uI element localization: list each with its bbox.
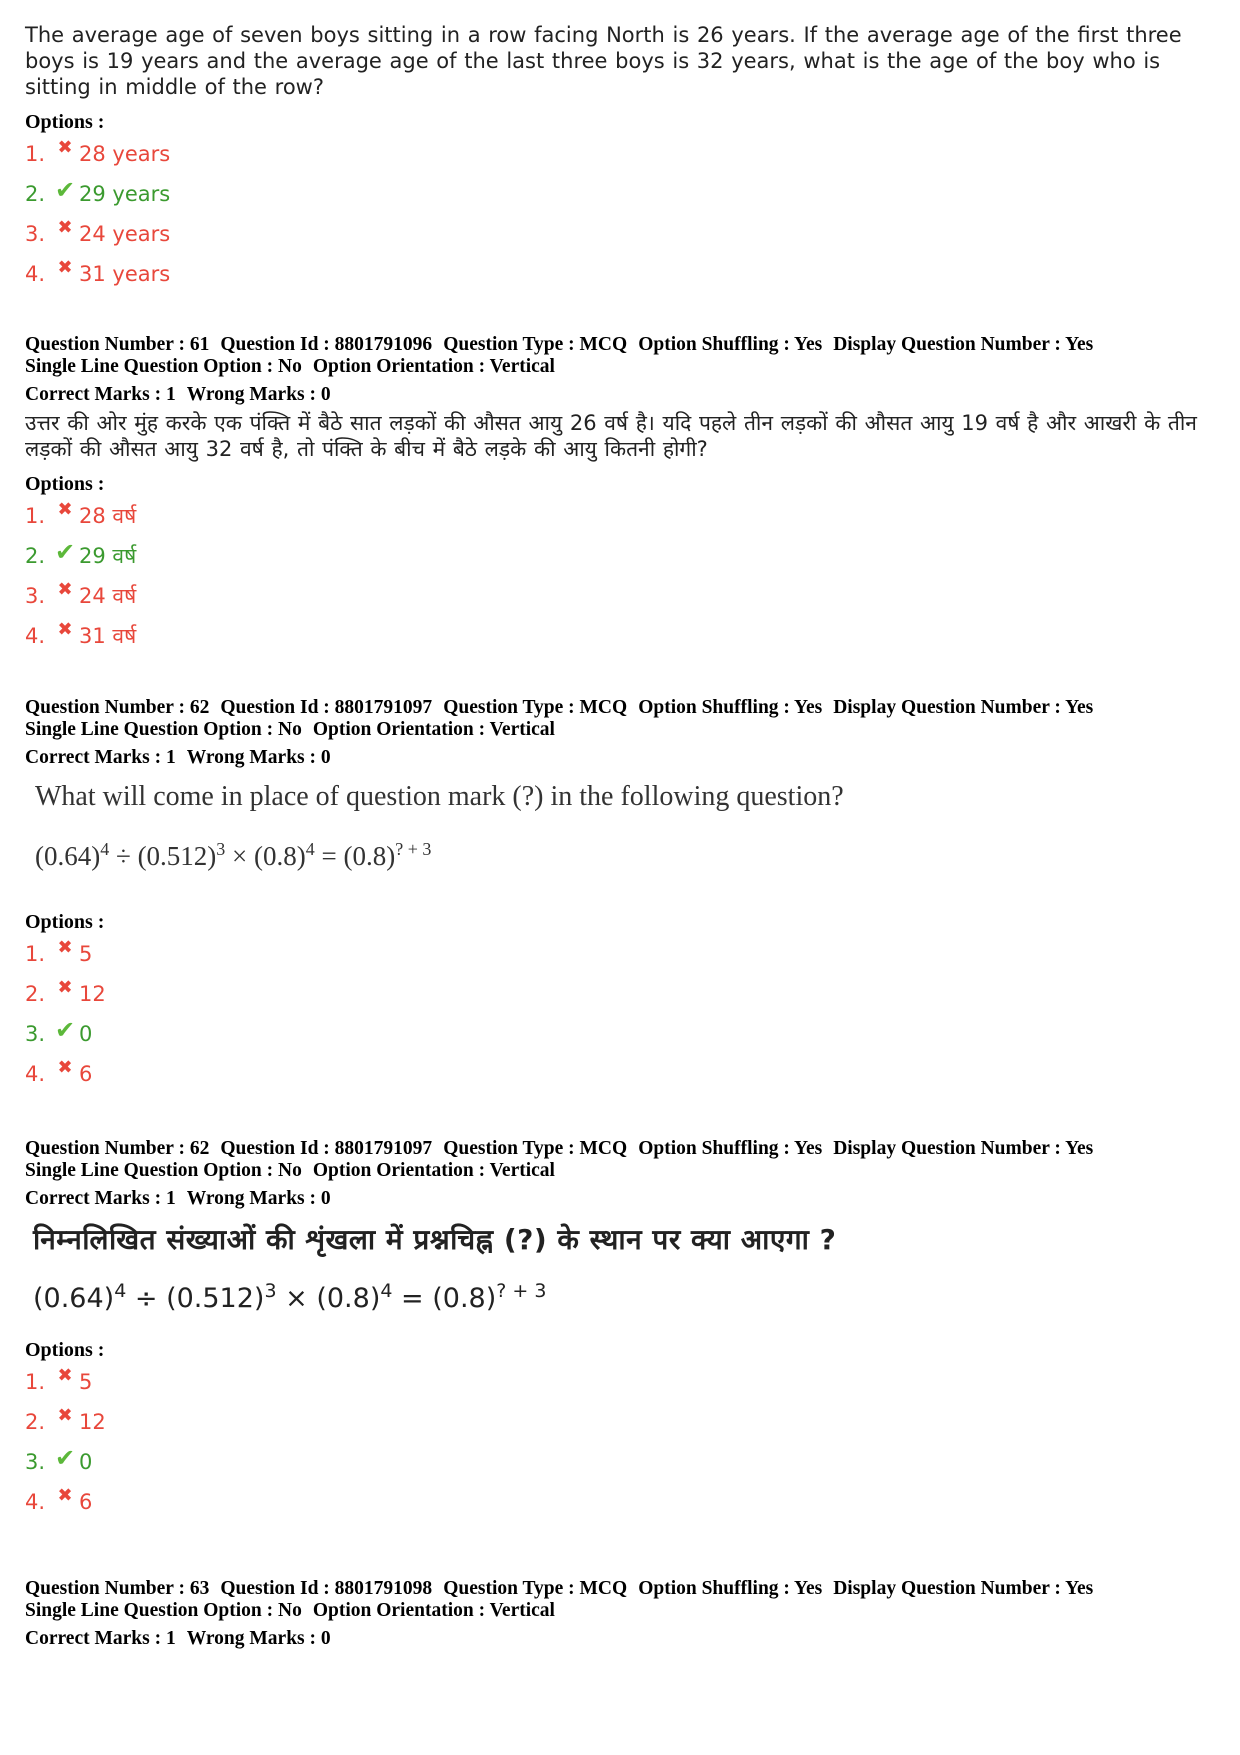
option-1 (25, 496, 1215, 536)
option-1 (25, 134, 1215, 174)
option-3 (25, 1442, 1215, 1482)
option-orientation: Option Orientation : Vertical (312, 1600, 555, 1621)
question-id: Question Id : 8801791098 (220, 1578, 433, 1599)
option-number: 1. (25, 942, 46, 966)
option-shuffling: Option Shuffling : Yes (638, 1578, 823, 1599)
display-question-number: Display Question Number : Yes (833, 1578, 1094, 1599)
eq-term: (0.64) (35, 841, 101, 871)
question-text: उत्तर की ओर मुंह करके एक पंक्ति में बैठे सात लड़कों की औसत आयु 26 वर्ष है। यदि पहले तीन लड़कों की औसत आयु 19 वर्ष है और आखरी के तीन लड़कों की औसत आयु 32 वर्ष है, तो पंक्ति के बीच में बैठे लड़के की आयु कितनी होगी? (25, 411, 1197, 461)
option-2 (25, 1402, 1215, 1442)
cross-icon: ✖ (57, 137, 73, 158)
option-number: 4. (25, 1490, 46, 1514)
option-number: 1. (25, 504, 46, 528)
display-question-number: Display Question Number : Yes (833, 1138, 1094, 1159)
cross-icon: ✖ (57, 579, 73, 600)
question-type: Question Type : MCQ (443, 1578, 628, 1599)
question-number: Question Number : 62 (25, 697, 210, 718)
options-list (25, 134, 1215, 294)
option-3 (25, 1014, 1215, 1054)
option-text: 6 (79, 1062, 93, 1086)
correct-marks: Correct Marks : 1 (25, 1188, 176, 1209)
options-list (25, 934, 1215, 1094)
check-icon: ✔ (54, 1016, 76, 1044)
eq-exponent: ? + 3 (496, 1280, 547, 1302)
question-text: What will come in place of question mark (?) in the following question? (35, 781, 844, 812)
wrong-marks: Wrong Marks : 0 (186, 1188, 331, 1209)
cross-icon: ✖ (57, 217, 73, 238)
option-number: 2. (25, 1410, 46, 1434)
eq-term: (0.8) (343, 841, 396, 871)
option-number: 3. (25, 1022, 46, 1046)
eq-term: (0.512) (166, 1283, 265, 1314)
options-label: Options : (25, 1339, 105, 1361)
eq-exponent: 4 (305, 839, 315, 859)
option-number: 4. (25, 1062, 46, 1086)
option-4 (25, 1054, 1215, 1094)
option-text: 12 (79, 982, 106, 1006)
cross-icon: ✖ (57, 937, 73, 958)
correct-marks: Correct Marks : 1 (25, 384, 176, 405)
option-shuffling: Option Shuffling : Yes (638, 697, 823, 718)
correct-marks: Correct Marks : 1 (25, 1628, 176, 1649)
option-text: 0 (79, 1022, 93, 1046)
options-label: Options : (25, 473, 105, 495)
question-type: Question Type : MCQ (443, 334, 628, 355)
option-1 (25, 1362, 1215, 1402)
question-type: Question Type : MCQ (443, 697, 628, 718)
option-orientation: Option Orientation : Vertical (312, 719, 555, 740)
option-text: 31 years (79, 262, 171, 286)
eq-exponent: ? + 3 (395, 839, 432, 859)
option-number: 4. (25, 262, 46, 286)
display-question-number: Display Question Number : Yes (833, 334, 1094, 355)
question-id: Question Id : 8801791097 (220, 1138, 433, 1159)
cross-icon: ✖ (57, 1485, 73, 1506)
eq-exponent: 3 (264, 1280, 277, 1302)
equation (35, 839, 1215, 872)
question-id: Question Id : 8801791096 (220, 334, 433, 355)
cross-icon: ✖ (57, 1057, 73, 1078)
option-text: 31 वर्ष (79, 624, 137, 648)
eq-exponent: 4 (100, 839, 110, 859)
eq-operator: ÷ (126, 1283, 167, 1314)
eq-operator: ÷ (109, 841, 138, 871)
eq-term: (0.512) (137, 841, 217, 871)
option-number: 1. (25, 1370, 46, 1394)
option-number: 4. (25, 624, 46, 648)
eq-operator: = (314, 841, 344, 871)
question-62-hindi (25, 1138, 1215, 1522)
option-3 (25, 576, 1215, 616)
question-62-english (25, 697, 1215, 1094)
eq-exponent: 4 (380, 1280, 393, 1302)
question-number: Question Number : 63 (25, 1578, 210, 1599)
option-shuffling: Option Shuffling : Yes (638, 1138, 823, 1159)
question-id: Question Id : 8801791097 (220, 697, 433, 718)
question-meta (25, 697, 1215, 769)
question-60 (25, 22, 1215, 294)
eq-operator: × (225, 841, 255, 871)
question-text: The average age of seven boys sitting in a row facing North is 26 years. If the average age of the first three boys is 19 years and the average age of the last three boys is 32 years, what is the age of the boy who is sitting in middle of the row? (25, 23, 1182, 99)
question-meta (25, 1578, 1215, 1650)
question-meta (25, 334, 1215, 406)
option-4 (25, 1482, 1215, 1522)
eq-term: (0.8) (432, 1283, 497, 1314)
options-label: Options : (25, 911, 105, 933)
check-icon: ✔ (54, 538, 76, 566)
check-icon: ✔ (54, 1444, 76, 1472)
eq-term: (0.8) (316, 1283, 381, 1314)
question-meta (25, 1138, 1215, 1210)
eq-operator: × (276, 1283, 317, 1314)
option-number: 2. (25, 544, 46, 568)
options-list (25, 496, 1215, 656)
options-label: Options : (25, 111, 105, 133)
wrong-marks: Wrong Marks : 0 (186, 747, 331, 768)
option-text: 28 वर्ष (79, 504, 137, 528)
question-text: निम्नलिखित संख्याओं की शृंखला में प्रश्नचिह्न (?) के स्थान पर क्या आएगा ? (33, 1223, 837, 1256)
option-number: 3. (25, 1450, 46, 1474)
option-orientation: Option Orientation : Vertical (312, 1160, 555, 1181)
eq-term: (0.64) (33, 1283, 115, 1314)
option-text: 24 years (79, 222, 171, 246)
option-number: 3. (25, 584, 46, 608)
option-text: 24 वर्ष (79, 584, 137, 608)
option-4 (25, 616, 1215, 656)
option-2 (25, 536, 1215, 576)
option-orientation: Option Orientation : Vertical (312, 356, 555, 377)
option-1 (25, 934, 1215, 974)
option-text: 28 years (79, 142, 171, 166)
display-question-number: Display Question Number : Yes (833, 697, 1094, 718)
option-text: 5 (79, 942, 93, 966)
eq-exponent: 4 (114, 1280, 127, 1302)
check-icon: ✔ (54, 176, 76, 204)
option-text: 29 years (79, 182, 171, 206)
question-number: Question Number : 61 (25, 334, 210, 355)
option-2 (25, 974, 1215, 1014)
cross-icon: ✖ (57, 977, 73, 998)
single-line-option: Single Line Question Option : No (25, 1160, 302, 1181)
question-type: Question Type : MCQ (443, 1138, 628, 1159)
option-3 (25, 214, 1215, 254)
option-text: 29 वर्ष (79, 544, 137, 568)
option-text: 12 (79, 1410, 106, 1434)
option-number: 3. (25, 222, 46, 246)
cross-icon: ✖ (57, 1405, 73, 1426)
single-line-option: Single Line Question Option : No (25, 1600, 302, 1621)
equation (33, 1280, 1215, 1314)
eq-operator: = (392, 1283, 433, 1314)
option-number: 2. (25, 982, 46, 1006)
option-text: 0 (79, 1450, 93, 1474)
correct-marks: Correct Marks : 1 (25, 747, 176, 768)
option-text: 5 (79, 1370, 93, 1394)
cross-icon: ✖ (57, 619, 73, 640)
cross-icon: ✖ (57, 499, 73, 520)
options-list (25, 1362, 1215, 1522)
single-line-option: Single Line Question Option : No (25, 719, 302, 740)
eq-term: (0.8) (254, 841, 306, 871)
option-shuffling: Option Shuffling : Yes (638, 334, 823, 355)
option-number: 2. (25, 182, 46, 206)
question-number: Question Number : 62 (25, 1138, 210, 1159)
question-63 (25, 1578, 1215, 1650)
eq-exponent: 3 (216, 839, 226, 859)
wrong-marks: Wrong Marks : 0 (186, 1628, 331, 1649)
option-4 (25, 254, 1215, 294)
single-line-option: Single Line Question Option : No (25, 356, 302, 377)
option-2 (25, 174, 1215, 214)
option-text: 6 (79, 1490, 93, 1514)
question-61 (25, 334, 1215, 656)
cross-icon: ✖ (57, 257, 73, 278)
cross-icon: ✖ (57, 1365, 73, 1386)
option-number: 1. (25, 142, 46, 166)
wrong-marks: Wrong Marks : 0 (186, 384, 331, 405)
